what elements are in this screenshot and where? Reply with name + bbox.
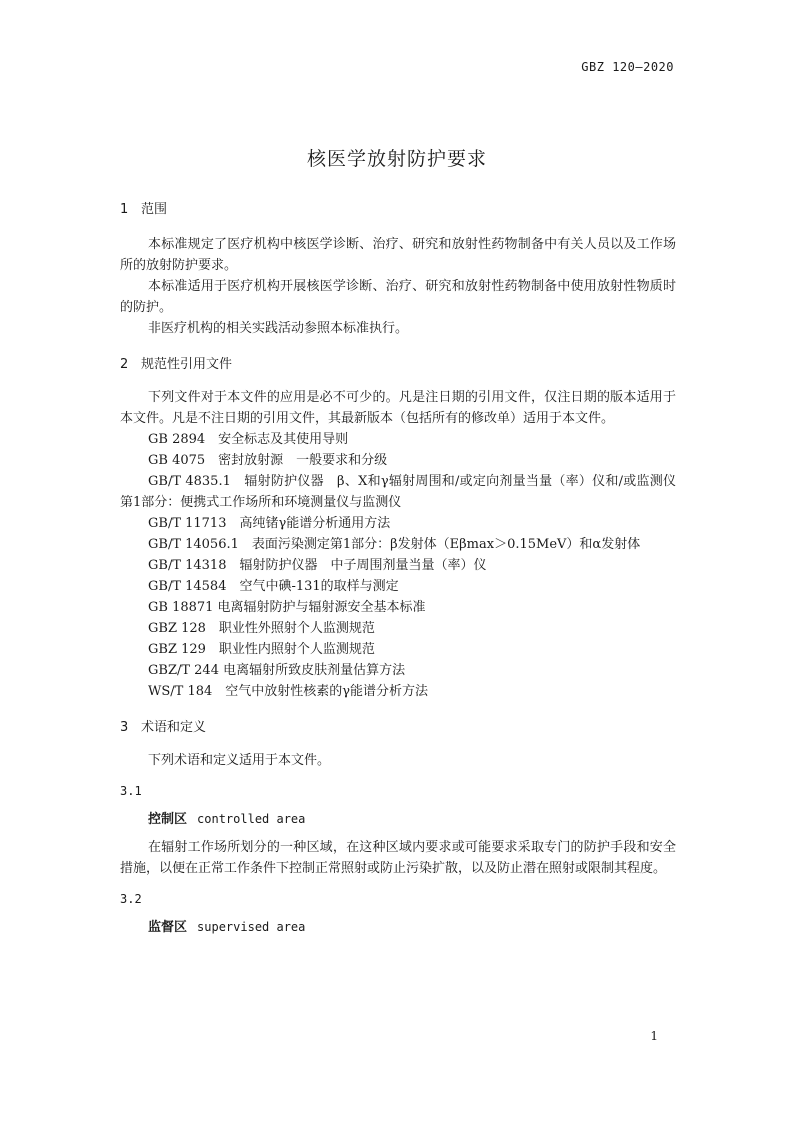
paragraph: 下列文件对于本文件的应用是必不可少的。凡是注日期的引用文件，仅注日期的版本适用于本文件。凡是不注日期的引用文件，其最新版本（包括所有的修改单）适用于本文件。 [120,390,676,426]
section-number: 1 [120,202,129,217]
paragraph: 本标准适用于医疗机构开展核医学诊断、治疗、研究和放射性药物制备中使用放射性物质时的防护。 [120,279,676,315]
section-heading-terms-definitions [120,718,676,738]
paragraph: 本标准规定了医疗机构中核医学诊断、治疗、研究和放射性药物制备中有关人员以及工作场所的放射防护要求。 [120,237,676,273]
reference-item: GBZ/T 244 电离辐射所致皮肤剂量估算方法 [148,663,406,678]
document-title: 核医学放射防护要求 [306,148,487,170]
section-heading-scope [120,200,676,220]
term-english: controlled area [197,812,306,826]
reference-item: GB/T 11713 高纯锗γ能谱分析通用方法 [148,516,391,531]
section-title: 规范性引用文件 [141,357,233,372]
reference-item: GBZ 128 职业性外照射个人监测规范 [148,621,375,636]
term-chinese: 控制区 [148,812,188,827]
section-heading-normative-references [120,355,676,375]
reference-item: WS/T 184 空气中放射性核素的γ能谱分析方法 [148,684,429,699]
section-title: 范围 [141,202,168,217]
section-number: 3 [120,720,129,735]
term-entry [120,917,676,937]
paragraph: 非医疗机构的相关实践活动参照本标准执行。 [148,321,409,336]
standard-code: GBZ 120—2020 [581,60,674,74]
paragraph: 下列术语和定义适用于本文件。 [148,753,331,768]
reference-item: GB/T 14318 辐射防护仪器 中子周围剂量当量（率）仪 [148,558,487,573]
clause-number: 3.1 [120,784,142,798]
reference-item: GB 4075 密封放射源 一般要求和分级 [148,453,388,468]
term-definition: 在辐射工作场所划分的一种区域，在这种区域内要求或可能要求采取专门的防护手段和安全措施，以便在正常工作条件下控制正常照射或防止污染扩散，以及防止潜在照射或限制其程度。 [120,840,676,876]
term-entry [120,809,676,829]
reference-item: GB/T 14584 空气中碘-131的取样与测定 [148,579,399,594]
reference-item: GB/T 14056.1 表面污染测定第1部分：β发射体（Eβmax＞0.15MeV）和α发射体 [148,537,641,552]
page-number: 1 [650,1029,658,1043]
document-body [120,200,690,937]
clause-number: 3.2 [120,892,142,906]
reference-item: GB 18871 电离辐射防护与辐射源安全基本标准 [148,600,426,615]
section-title: 术语和定义 [141,720,207,735]
term-english: supervised area [197,920,306,934]
section-number: 2 [120,357,129,372]
reference-item: GBZ 129 职业性内照射个人监测规范 [148,642,375,657]
reference-item: GB/T 4835.1 辐射防护仪器 β、X和γ辐射周围和/或定向剂量当量（率）仪和/或监测仪 第1部分：便携式工作场所和环境测量仪与监测仪 [120,474,690,510]
reference-item: GB 2894 安全标志及其使用导则 [148,432,349,447]
term-chinese: 监督区 [148,920,188,935]
